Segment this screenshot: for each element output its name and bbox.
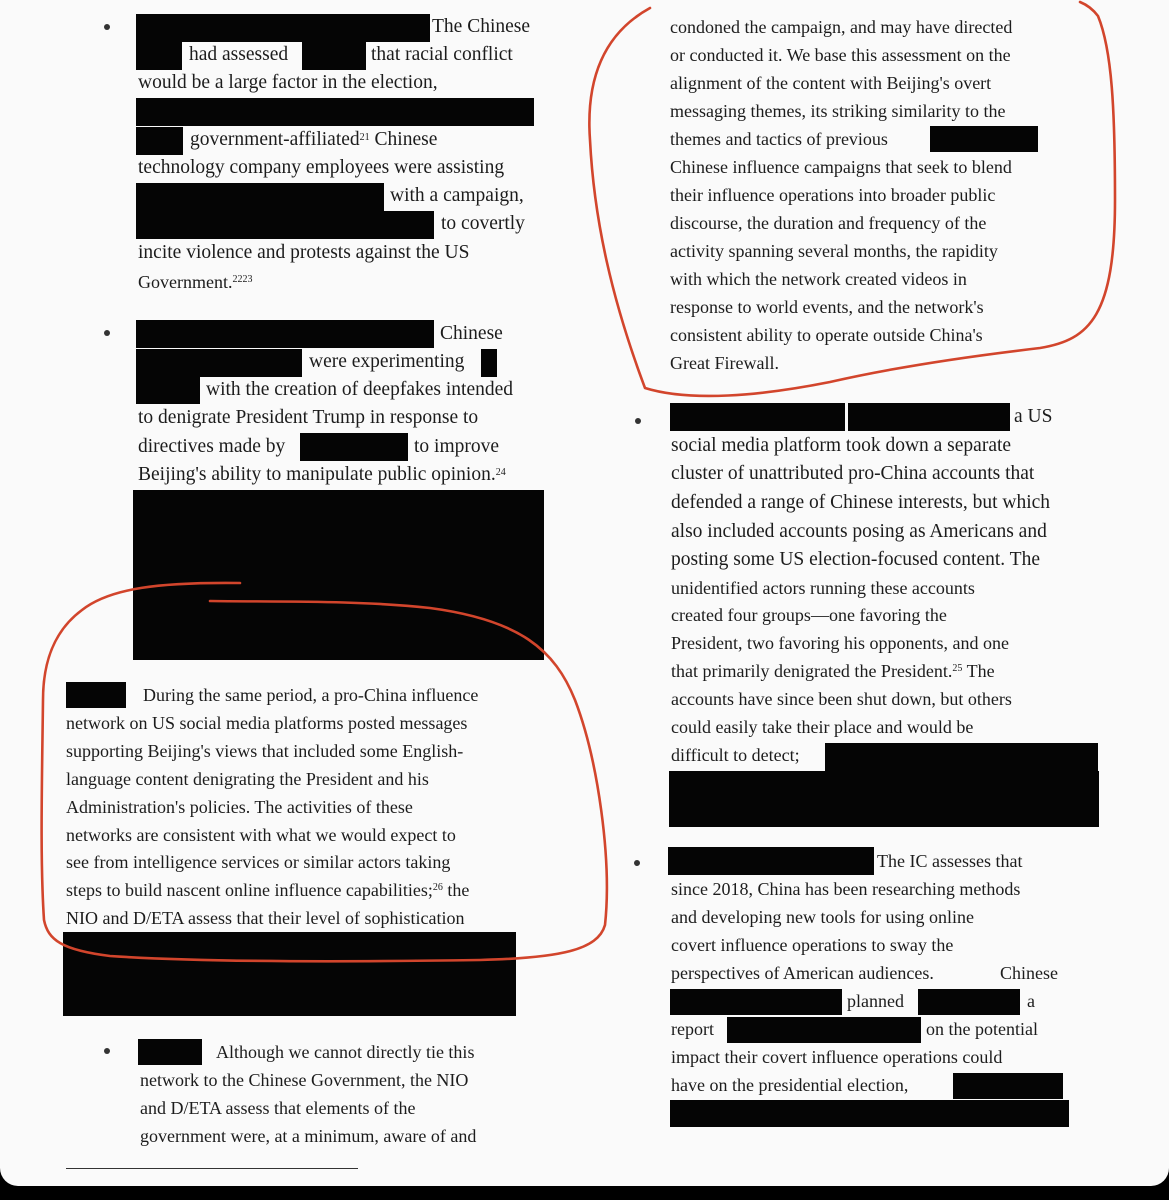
text-line: steps to build nascent online influence capabilities;$^{26}$ the — [66, 880, 470, 900]
text-line: a — [1027, 991, 1035, 1011]
text-line: network to the Chinese Government, the NIO — [140, 1070, 469, 1090]
text-line: messaging themes, its striking similarity to the — [670, 101, 1006, 121]
text-line: directives made by — [138, 436, 286, 457]
text-line: that primarily denigrated the President.$^{25}$ The — [671, 661, 995, 681]
footnote-ref: 26 — [432, 882, 443, 893]
text-line: also included accounts posing as Americans and — [671, 521, 1047, 542]
text-line: with which the network created videos in — [670, 269, 967, 289]
text-line: would be a large factor in the election, — [138, 72, 438, 93]
footnote-ref: 21 — [359, 132, 370, 143]
text-line: or conducted it. We base this assessment on the — [670, 45, 1011, 65]
text-line: difficult to detect; — [671, 745, 800, 765]
footnote-ref: 24 — [495, 467, 506, 478]
text-line: response to world events, and the network's — [670, 297, 984, 317]
text-line: and developing new tools for using online — [671, 907, 974, 927]
text-line: social media platform took down a separate — [671, 435, 1012, 456]
text-line: Chinese — [440, 323, 503, 344]
text-line: since 2018, China has been researching methods — [671, 879, 1021, 899]
text-line: technology company employees were assisting — [138, 157, 505, 178]
text-line: their influence operations into broader public — [670, 185, 996, 205]
text-line: Government.$^{2223}$ — [138, 272, 253, 292]
text-line: supporting Beijing's views that included some English- — [66, 741, 464, 761]
text-line: Great Firewall. — [670, 353, 779, 373]
text-line: incite violence and protests against the US — [138, 242, 470, 263]
text-line: to improve — [414, 436, 500, 457]
text-line: had assessed — [189, 44, 289, 65]
text-line: consistent ability to operate outside China's — [670, 325, 983, 345]
text-line: condoned the campaign, and may have directed — [670, 17, 1013, 37]
text-line: a US — [1014, 406, 1053, 427]
text-line: accounts have since been shut down, but others — [671, 689, 1012, 709]
text-line: posting some US election-focused content. The — [671, 549, 1040, 570]
text-line: on the potential — [926, 1019, 1038, 1039]
text-line: with the creation of deepfakes intended — [206, 379, 514, 400]
text-line: see from intelligence services or similar actors taking — [66, 852, 451, 872]
text-line: planned — [847, 991, 904, 1011]
text-line: unidentified actors running these accounts — [671, 578, 975, 598]
text-line: impact their covert influence operations could — [671, 1047, 1003, 1067]
text-line: could easily take their place and would be — [671, 717, 974, 737]
text-line: Chinese — [1000, 963, 1058, 983]
text-line: created four groups—one favoring the — [671, 605, 947, 625]
text-line: cluster of unattributed pro-China accounts that — [671, 463, 1035, 484]
text-line: The IC assesses that — [877, 851, 1023, 871]
annotation-circle-left — [42, 583, 607, 961]
text-line: report — [671, 1019, 714, 1039]
text-line: perspectives of American audiences. — [671, 963, 934, 983]
text-line: discourse, the duration and frequency of the — [670, 213, 987, 233]
text-line: defended a range of Chinese interests, but which — [671, 492, 1051, 513]
text-line: alignment of the content with Beijing's overt — [670, 73, 992, 93]
text-line: NIO and D/ETA assess that their level of sophistication — [66, 908, 465, 928]
text-line: Chinese influence campaigns that seek to blend — [670, 157, 1012, 177]
text-line: with a campaign, — [390, 185, 524, 206]
text-line: Although we cannot directly tie this — [216, 1042, 475, 1062]
text-line: were experimenting — [309, 351, 465, 372]
text-line: President, two favoring his opponents, and one — [671, 633, 1009, 653]
text-line: covert influence operations to sway the — [671, 935, 954, 955]
footnote-ref: 2223 — [232, 274, 253, 285]
text-line: Beijing's ability to manipulate public opinion.$^{24}$ — [138, 464, 506, 485]
text-line: themes and tactics of previous — [670, 129, 888, 149]
annotation-circle-right — [589, 2, 1115, 396]
text-line: government were, at a minimum, aware of and — [140, 1126, 477, 1146]
text-line: During the same period, a pro-China influence — [143, 685, 479, 705]
text-line: language content denigrating the President and his — [66, 769, 429, 789]
text-line: that racial conflict — [371, 44, 513, 65]
text-line: to covertly — [441, 213, 525, 234]
text-line: activity spanning several months, the rapidity — [670, 241, 998, 261]
text-line: to denigrate President Trump in response to — [138, 407, 479, 428]
text-line: networks are consistent with what we would expect to — [66, 825, 456, 845]
footnote-ref: 25 — [952, 663, 963, 674]
text-line: Administration's policies. The activities of these — [66, 797, 413, 817]
text-line: network on US social media platforms posted messages — [66, 713, 468, 733]
text-line: The Chinese — [432, 16, 531, 37]
text-line: government-affiliated$^{21}$ Chinese — [190, 129, 438, 150]
text-line: have on the presidential election, — [671, 1075, 909, 1095]
text-line: and D/ETA assess that elements of the — [140, 1098, 416, 1118]
